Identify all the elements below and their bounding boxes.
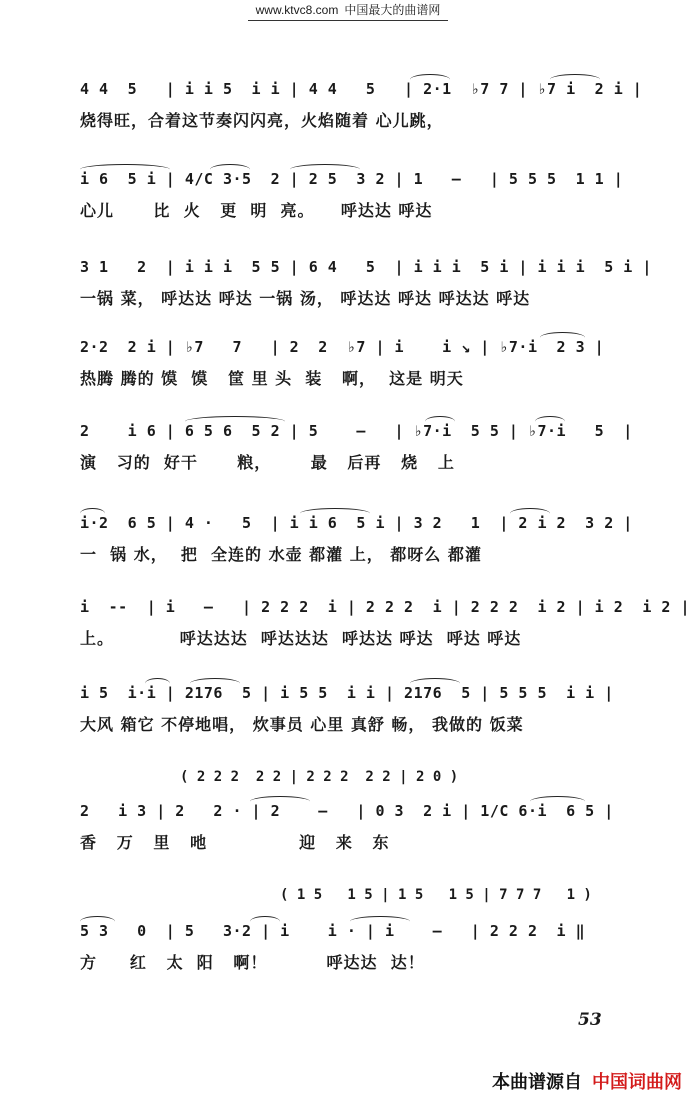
slur-mark [80, 916, 115, 927]
notation-line: 3 1 2 | i i i 5 5 | 6 4 5 | i i i 5 i | i i i 5 i | [80, 258, 652, 276]
slur-mark [80, 164, 170, 175]
slur-mark [530, 796, 585, 807]
lyric-line: 一 锅 水， 把 全连的 水壶 都灌 上， 都呀么 都灌 [80, 545, 482, 564]
header-title: 中国最大的曲谱网 [344, 3, 441, 17]
notation-line: 2 i 3 | 2 2 · | 2 — | 0 3 2 i | 1/C 6·i 6 5 | [80, 802, 614, 820]
lyric-line: 演 习的 好干 粮， 最 后再 烧 上 [80, 453, 455, 472]
page-number: 53 [578, 1010, 602, 1030]
lyric-line: 上。 呼达达达 呼达达达 呼达达 呼达 呼达 呼达 [80, 629, 522, 648]
instrumental-interlude-2: ( 1 5 1 5 | 1 5 1 5 | 7 7 7 1 ) [280, 887, 592, 903]
lyric-line: 烧得旺，合着这节奏闪闪亮，火焰随着 心儿跳， [80, 111, 444, 130]
source-footer [492, 1068, 682, 1094]
tie-mark [350, 916, 410, 927]
notation-line: 2·2 2 i | ♭7 7 | 2 2 ♭7 | i i ↘ | ♭7·i 2 3 | [80, 338, 605, 356]
lyric-line: 心儿 比 火 更 明 亮。 呼达达 呼达 [80, 201, 433, 220]
instrumental-interlude-1: ( 2 2 2 2 2 | 2 2 2 2 2 | 2 0 ) [180, 769, 459, 785]
lyric-line: 一锅 菜， 呼达达 呼达 一锅 汤， 呼达达 呼达 呼达达 呼达 [80, 289, 531, 308]
slur-mark [145, 678, 170, 689]
slur-mark [540, 332, 585, 343]
slur-mark [535, 416, 565, 427]
notation-line: i·2 6 5 | 4 · 5 | i i 6 5 i | 3 2 1 | 2 i 2 3 2 | [80, 514, 633, 532]
lyric-line: 大风 箱它 不停地唱， 炊事员 心里 真舒 畅， 我做的 饭菜 [80, 715, 524, 734]
slur-mark [250, 916, 280, 927]
slur-mark [410, 74, 450, 85]
slur-mark [300, 508, 370, 519]
slur-mark [210, 164, 250, 175]
slur-mark [185, 416, 285, 427]
slur-mark [80, 508, 105, 519]
header-site[interactable]: www.ktvc8.com [255, 3, 339, 17]
crescendo-mark [290, 164, 360, 175]
notation-line: 5 3 0 | 5 3·2 | i i · | i — | 2 2 2 i ‖ [80, 922, 586, 940]
slur-mark [510, 508, 550, 519]
slur-mark [425, 416, 455, 427]
lyric-line: 热腾 腾的 馍 馍 筐 里 头 装 啊， 这是 明天 [80, 369, 464, 388]
lyric-line: 香 万 里 吔 迎 来 东 [80, 833, 390, 852]
slur-mark [410, 678, 460, 689]
slur-mark [550, 74, 600, 85]
slur-mark [190, 678, 240, 689]
notation-line: 2 i 6 | 6 5 6 5 2 | 5 — | ♭7·i 5 5 | ♭7·i 5 | [80, 422, 633, 440]
notation-line: 4 4 5 | i i 5 i i | 4 4 5 | 2·1 ♭7 7 | ♭7 i 2 i | [80, 80, 643, 98]
notation-line: i 6 5 i | 4/C 3·5 2 | 2 5 3 2 | 1 — | 5 5 5 1 1 | [80, 170, 624, 188]
source-label: 本曲谱源自 [492, 1072, 582, 1093]
notation-line: i -- | i — | 2 2 2 i | 2 2 2 i | 2 2 2 i 2 | i 2 i 2 | [80, 598, 690, 616]
page-header [248, 0, 448, 21]
notation-line: i 5 i·i | 2176 5 | i 5 5 i i | 2176 5 | 5 5 5 i i | [80, 684, 614, 702]
tie-mark [250, 796, 310, 807]
brand-logo[interactable]: 中国词曲网 [592, 1072, 682, 1093]
lyric-line: 方 红 太 阳 啊！ 呼达达 达！ [80, 953, 425, 972]
